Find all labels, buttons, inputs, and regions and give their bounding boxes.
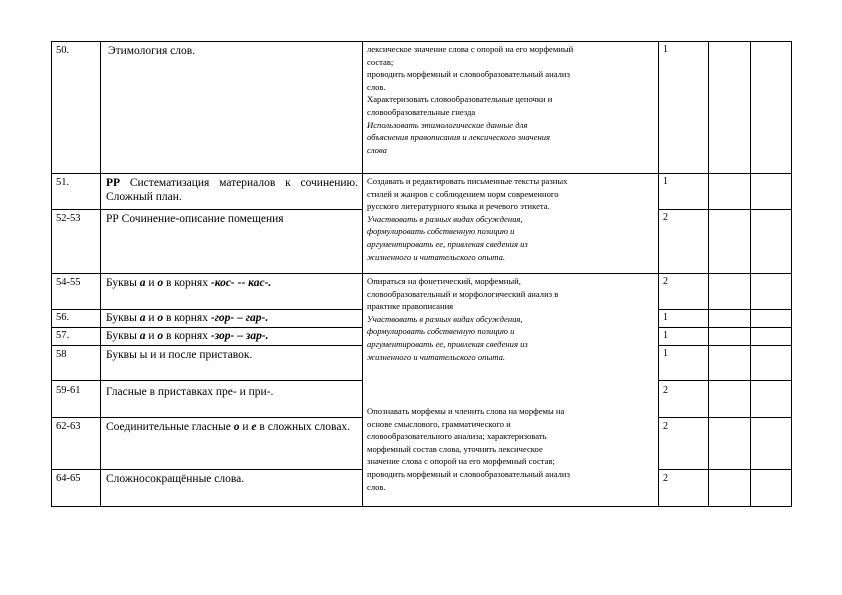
row-number: 57. bbox=[56, 330, 70, 341]
row-number: 56. bbox=[56, 312, 70, 323]
activity-block-1: лексическое значение слова с опорой на его морфемный состав; проводить морфемный и словообразовательный анализ слов. Характеризовать словообразовательные цепочки и словообразовательные гнезда Использовать этимологические данные для объяснения правописания и лексического значения слова bbox=[367, 44, 574, 155]
hours-value: 1 bbox=[663, 348, 668, 359]
row-number: 52-53 bbox=[56, 213, 81, 224]
lesson-topic: РР Сочинение-описание помещения bbox=[106, 213, 284, 225]
activity-block-4: Опознавать морфемы и членить слова на морфемы на основе смыслового, грамматического и словообразовательного анализа; характеризовать морфемный состав слова, уточнять лексическое значение слова с опорой на его морфемный состав; проводить морфемный и словообразовательный анализ слов. bbox=[367, 406, 570, 492]
lesson-topic: Этимология слов. bbox=[108, 45, 196, 57]
topic-text: Систематизация материалов к сочинению. Сложный план. bbox=[106, 177, 358, 203]
lesson-topic bbox=[106, 176, 358, 204]
row-number: 62-63 bbox=[56, 421, 81, 432]
row-number: 50. bbox=[56, 45, 70, 56]
topic-prefix: РР bbox=[106, 177, 121, 189]
row-number: 59-61 bbox=[56, 385, 81, 396]
hours-value: 1 bbox=[663, 44, 668, 55]
hours-value: 2 bbox=[663, 421, 668, 432]
hours-value: 2 bbox=[663, 385, 668, 396]
hours-value: 2 bbox=[663, 276, 668, 287]
lesson-topic: Буквы а и о в корнях -гор- – гар-. bbox=[106, 312, 269, 324]
hours-value: 1 bbox=[663, 176, 668, 187]
lesson-topic: Сложносокращённые слова. bbox=[106, 473, 245, 485]
row-number: 54-55 bbox=[56, 277, 81, 288]
row-number: 51. bbox=[56, 177, 70, 188]
lesson-topic: Буквы ы и и после приставок. bbox=[106, 349, 253, 361]
hours-value: 1 bbox=[663, 312, 668, 323]
lesson-topic: Буквы а и о в корнях -зор- – зар-. bbox=[106, 330, 269, 342]
lesson-topic: Гласные в приставках пре- и при-. bbox=[106, 386, 274, 398]
lesson-topic: Соединительные гласные о и е в сложных словах. bbox=[106, 421, 351, 433]
hours-value: 2 bbox=[663, 473, 668, 484]
hours-value: 2 bbox=[663, 212, 668, 223]
activity-block-2: Создавать и редактировать письменные тексты разных стилей и жанров с соблюдением норм современного русского литературного языка и речевого этикета. Участвовать в разных видах обсуждения, формулировать собственную позицию и аргументировать ее, привлекая сведения из жизненного и читательского опыта. bbox=[367, 176, 568, 262]
row-number: 58 bbox=[56, 349, 67, 360]
activity-block-3: Опираться на фонетический, морфемный, словообразовательный и морфологический анализ в практике правописания Участвовать в разных видах обсуждения, формулировать собственную позицию и аргументировать ее, привлекая сведения из жизненного и читательского опыта. bbox=[367, 276, 559, 362]
lesson-topic: Буквы а и о в корнях -кос- -- кас-. bbox=[106, 277, 272, 289]
hours-value: 1 bbox=[663, 330, 668, 341]
row-number: 64-65 bbox=[56, 473, 81, 484]
